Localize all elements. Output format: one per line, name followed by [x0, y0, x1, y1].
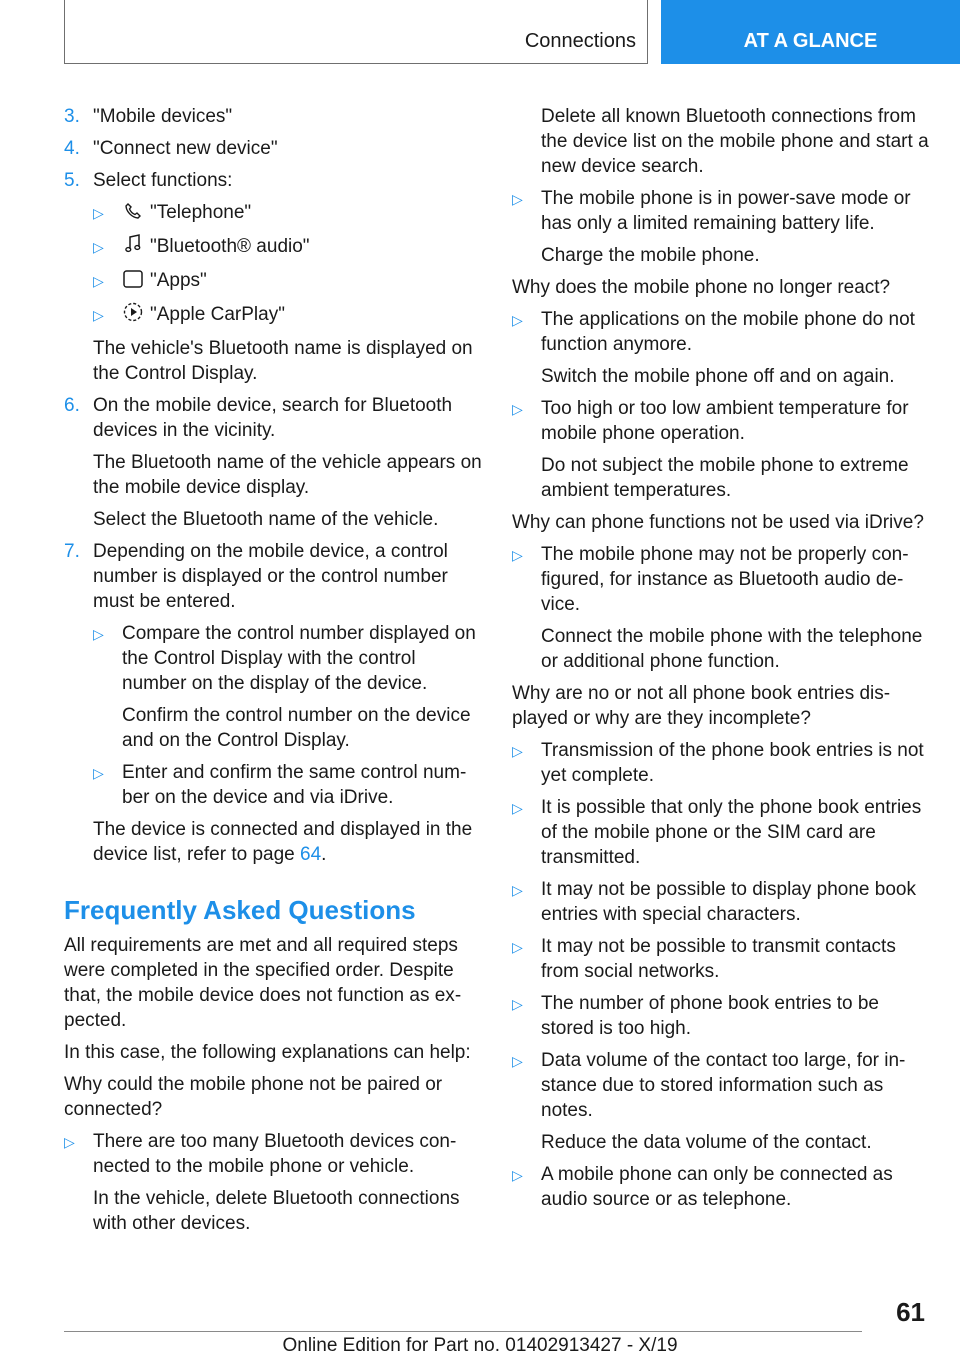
- music-note-icon: [122, 234, 144, 261]
- bullet-sub-text: Do not subject the mobile phone to extreme ambient temperatures.: [541, 455, 909, 501]
- bullet-sub-text: Reduce the data volume of the contact.: [541, 1132, 872, 1153]
- bullet-text: Transmission of the phone book entries is not yet complete.: [541, 740, 924, 786]
- list-item: [512, 186, 932, 268]
- bullet-triangle-icon: ▷: [93, 205, 104, 221]
- bullet-sub-text: Connect the mobile phone with the telephone or additional phone function.: [541, 626, 923, 672]
- step-number: 5.: [64, 170, 80, 191]
- list-item: [512, 991, 932, 1041]
- list-item: [512, 738, 932, 788]
- bullet-triangle-icon: ▷: [512, 743, 523, 759]
- bullet-triangle-icon: ▷: [93, 626, 104, 642]
- footer-divider: [64, 1331, 862, 1332]
- bullet-triangle-icon: ▷: [512, 191, 523, 207]
- bullet-text: The mobile phone may not be properly configured, for instance as Bluetooth audio device.: [541, 544, 909, 615]
- bullet-text: A mobile phone can only be connected as audio source or as telephone.: [541, 1164, 893, 1210]
- function-carplay: [93, 302, 484, 329]
- list-item: [512, 1048, 932, 1155]
- bullet-triangle-icon: ▷: [512, 401, 523, 417]
- step-number: 4.: [64, 138, 80, 159]
- step-number: 7.: [64, 541, 80, 562]
- function-bluetooth-audio: [93, 234, 484, 261]
- bullet-triangle-icon: ▷: [64, 1134, 75, 1150]
- apps-icon: [122, 270, 144, 295]
- bullet-text: The applications on the mobile phone do not function anymore.: [541, 309, 915, 355]
- bullet-triangle-icon: ▷: [93, 273, 104, 289]
- function-label: "Apple CarPlay": [150, 304, 285, 325]
- bullet-text: There are too many Bluetooth devices connected to the mobile phone or vehicle.: [93, 1131, 457, 1177]
- phone-icon: [122, 202, 144, 227]
- step-4: [64, 136, 484, 161]
- step-note: The Bluetooth name of the vehicle appears on the mobile device display.: [93, 452, 482, 498]
- step-number: 3.: [64, 106, 80, 127]
- bullet-text: Compare the control number displayed on the Control Display with the control number on the display of the device.: [122, 623, 476, 694]
- bullet-triangle-icon: ▷: [512, 1053, 523, 1069]
- step-text: On the mobile device, search for Bluetooth devices in the vicinity.: [93, 395, 453, 441]
- faq-intro: All requirements are met and all required steps were completed in the specified order. Despite that, the mobile device does not function as expected.: [64, 935, 462, 1031]
- function-telephone: [93, 200, 484, 227]
- bullet-triangle-icon: ▷: [93, 307, 104, 323]
- bullet-triangle-icon: ▷: [512, 547, 523, 563]
- step-note: Select the Bluetooth name of the vehicle.: [93, 509, 439, 530]
- faq-help: In this case, the following explanations can help:: [64, 1042, 471, 1063]
- step-number: 6.: [64, 395, 80, 416]
- faq-question: Why does the mobile phone no longer react?: [512, 277, 891, 298]
- bullet-triangle-icon: ▷: [93, 765, 104, 781]
- step-text: Select functions:: [93, 170, 233, 191]
- function-label: "Apps": [150, 270, 207, 291]
- bullet-text: It may not be possible to display phone book entries with special characters.: [541, 879, 916, 925]
- list-item: [512, 1162, 932, 1212]
- bullet-triangle-icon: ▷: [512, 996, 523, 1012]
- function-label: "Telephone": [150, 202, 252, 223]
- list-item: [93, 760, 484, 810]
- step-text: Depending on the mobile device, a control number is displayed or the control number must be entered.: [93, 541, 448, 612]
- bullet-triangle-icon: ▷: [512, 939, 523, 955]
- list-item: [93, 621, 484, 753]
- connected-note: [93, 817, 484, 867]
- list-item: [64, 1129, 484, 1236]
- list-item: [512, 795, 932, 870]
- right-column: [512, 104, 932, 1212]
- step-3: [64, 104, 484, 129]
- bullet-text: Data volume of the contact too large, for instance due to stored information such as notes.: [541, 1050, 906, 1121]
- bullet-sub-text: In the vehicle, delete Bluetooth connections with other devices.: [93, 1188, 460, 1234]
- faq-question: Why could the mobile phone not be paired or connected?: [64, 1074, 443, 1120]
- bullet-text: It may not be possible to transmit contacts from social networks.: [541, 936, 896, 982]
- function-label: "Bluetooth® audio": [150, 236, 310, 257]
- chapter-tab[interactable]: AT A GLANCE: [661, 0, 960, 64]
- list-item: [512, 934, 932, 984]
- connected-note-text: The device is connected and displayed in the device list, refer to page: [93, 819, 473, 865]
- bullet-text: It is possible that only the phone book entries of the mobile phone or the SIM card are transmitted.: [541, 797, 922, 868]
- carplay-icon: [122, 302, 144, 329]
- function-apps: [93, 268, 484, 295]
- bullet-sub-text: Delete all known Bluetooth connections from the device list on the mobile phone and start a new device search.: [541, 106, 929, 177]
- bullet-triangle-icon: ▷: [512, 882, 523, 898]
- section-title: Connections: [524, 30, 636, 52]
- bullet-sub-text: Charge the mobile phone.: [541, 245, 760, 266]
- bullet-triangle-icon: ▷: [512, 312, 523, 328]
- bullet-sub-text: Switch the mobile phone off and on again.: [541, 366, 895, 387]
- bullet-triangle-icon: ▷: [512, 800, 523, 816]
- step-note: The vehicle's Bluetooth name is displayed on the Control Display.: [93, 338, 473, 384]
- list-item: [512, 542, 932, 674]
- bullet-text: The number of phone book entries to be stored is too high.: [541, 993, 880, 1039]
- edition-footer: Online Edition for Part no. 01402913427 - X/19: [282, 1335, 678, 1356]
- step-6: [64, 393, 484, 532]
- bullet-triangle-icon: ▷: [512, 1167, 523, 1183]
- continued-answer: [512, 104, 932, 179]
- bullet-text: The mobile phone is in power-save mode or has only a limited remaining battery life.: [541, 188, 911, 234]
- list-item: [512, 307, 932, 389]
- list-item: [512, 877, 932, 927]
- bullet-triangle-icon: ▷: [93, 239, 104, 255]
- page-reference-link[interactable]: 64: [300, 844, 322, 865]
- list-item: [512, 396, 932, 503]
- bullet-text: Enter and confirm the same control number on the device and via iDrive.: [122, 762, 467, 808]
- step-7: [64, 539, 484, 867]
- step-5: [64, 168, 484, 386]
- faq-question: Why are no or not all phone book entries displayed or why are they incomplete?: [512, 683, 891, 729]
- faq-heading: Frequently Asked Questions: [64, 895, 416, 925]
- left-column: [64, 104, 484, 1236]
- bullet-text: Too high or too low ambient temperature for mobile phone operation.: [541, 398, 909, 444]
- connected-note-end: .: [321, 844, 327, 865]
- step-text: "Mobile devices": [93, 106, 233, 127]
- bullet-sub-text: Confirm the control number on the device and on the Control Display.: [122, 705, 471, 751]
- faq-question: Why can phone functions not be used via iDrive?: [512, 512, 924, 533]
- step-text: "Connect new device": [93, 138, 278, 159]
- page-number: 61: [896, 1297, 925, 1327]
